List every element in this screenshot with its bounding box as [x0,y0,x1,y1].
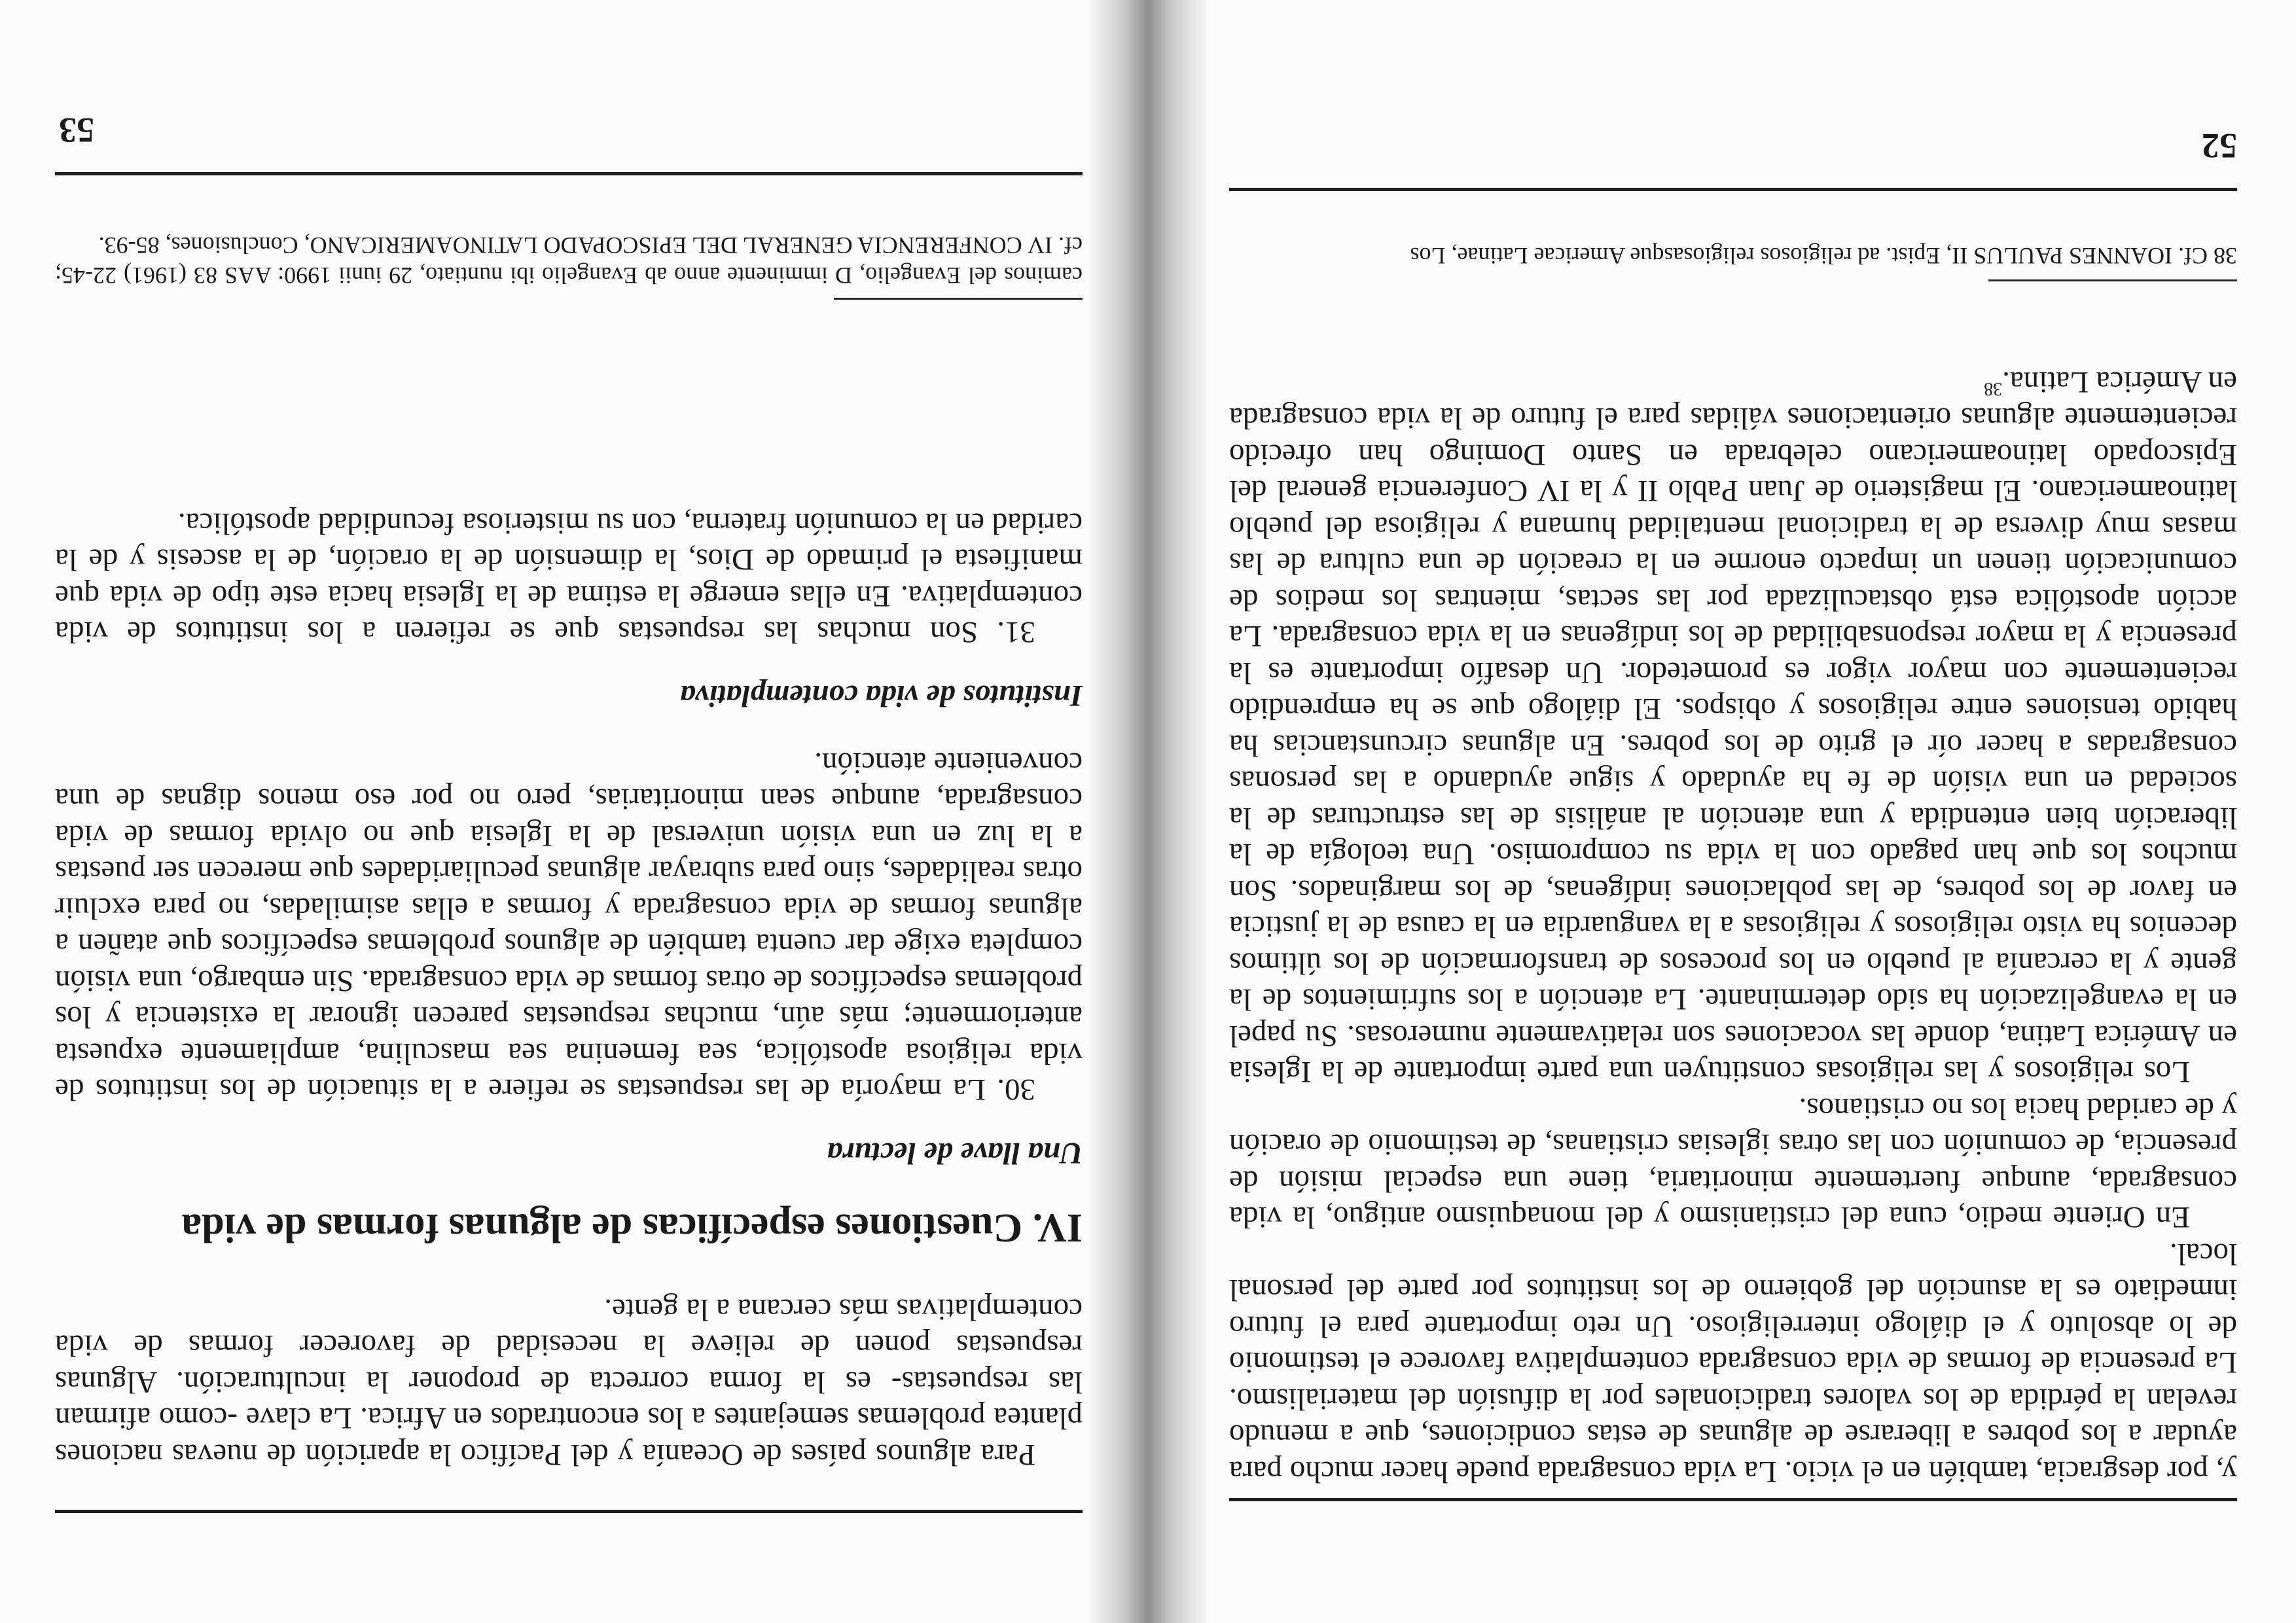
page-52-body [1229,364,2237,1490]
section-heading: IV. Cuestiones específicas de algunas formas de vida [181,1205,1083,1251]
subheading: Una llave de lectura [827,1136,1083,1171]
page-52 [1207,0,2296,1623]
paragraph: En Oriente medio, cuna del cristianismo y del monaquismo antiguo, la vida consagrada, aunque fuertemente minoritaria, tiene una especial misión de presencia, de comunión con las otras iglesias cristianas, de testimonio de oración y de caridad hacia los no cristianos. [1229,1092,2237,1235]
paragraph-text: Los religiosos y las religiosas constituyen una parte importante de la Iglesia en América Latina, donde las vocaciones son relativamente numerosas. Su papel en la evangelización ha sido determinante. La atención a los sufrimientos de la gente y la cercanía al pueblo en los procesos de transformación de los últimos decenios ha visto religiosos y religiosas a la vanguardia en la causa de la justicia en favor de los pobres, de las poblaciones indígenas, de los marginados. Son muchos los que han pagado con la vida su compromiso. Una teología de la liberación bien entendida y una atención al análisis de las estructuras de la sociedad en una visión de fe ha ayudado y sigue ayudando a las personas consagradas a hacer oír el grito de los pobres. En algunas circunstancias ha habido tensiones entre religiosos y obispos. El diálogo que se ha emprendido recientemente con mayor vigor es prometedor. Un desafío importante es la presencia y la mayor responsabilidad de los indígenas en la vida consagrada. La acción apostólica está obstaculizada por las sectas, mientras los medios de comunicación tienen un impacto enorme en la creación de una cultura de las masas muy diversa de la tradicional mentalidad humana y religiosa del pueblo latinoamericano. El magisterio de Juan Pablo II y la IV Conferencia general del Episcopado latinoamericano celebrada en Santo Domingo han ofrecido recientemente algunas orientaciones válidas para el futuro de la vida consagrada en América Latina. [1229,365,2237,1090]
top-rule [55,1510,1083,1513]
paragraph: 30. La mayoría de las respuestas se refiere a la situación de los institutos de vida religiosa apostólica, sea femenina sea masculina, ampliamente expuesta anteriormente; más aún, muchas respuestas parecen ignorar la existencia y los problemas específicos de otras formas de vida consagrada. Sin embargo, una visión completa exige dar cuenta también de algunos problemas específicos que atañen a algunas formas de vida consagrada y formas a ellas asimiladas, no para excluir otras realidades, sino para subrayar algunas peculiaridades que merecen ser puestas a la luz en una visión universal de la Iglesia que no olvida formas de vida consagrada, aunque sean minoritarias, pero no por eso menos dignas de una conveniente atención. [55,746,1083,1107]
page-53-body [55,505,1083,1473]
page-53 [0,0,1089,1623]
top-rule [1229,1498,2237,1501]
bottom-rule [1229,188,2237,191]
page-52-footnote [1229,241,2237,271]
paragraph: y, por desgracia, también en el vicio. La vida consagrada puede hacer mucho para ayudar a los pobres a liberarse de algunas de estas condiciones, que a menudo revelan la pérdida de los valores tradicionales por la difusión del materialismo. La presencia de formas de vida consagrada contemplativa favorece el testimonio de lo absoluto y el diálogo interreligioso. Un reto importante para el futuro inmediato es la asunción del gobierno de los institutos por parte del personal local. [1229,1237,2237,1489]
paragraph: Para algunos países de Oceanía y del Pacífico la aparición de nuevas naciones plantea problemas semejantes a los encontrados en Africa. La clave -como afirman las respuestas- es la forma correcta de proponer la inculturación. Algunas respuestas ponen de relieve la necesidad de favorecer formas de vida contemplativas más cercana a la gente. [55,1293,1083,1472]
page-53-footnote [55,230,1083,291]
footnote-text: caminos del Evangelio, D imminente anno ab Evangelio ibi nuntiato, 29 iunii 1990: AAS 83 (1961) 22-45; cf. IV CONFERENCIA GENERAL DEL EPISCOPADO LATINOAMERICANO, Conclusiones, 85-93. [55,232,1083,289]
bottom-rule [55,172,1083,175]
footnote-rule [834,298,1083,300]
footnote-rule [1988,279,2237,281]
paragraph: 31. Son muchas las respuestas que se refieren a los institutos de vida contemplativa. En ellas emerge la estima de la Iglesia hacia este tipo de vida que manifiesta el primado de Dios, la dimensión de la oración, de la ascesis y de la caridad en la comunión fraterna, con su misteriosa fecundidad apostólica. [55,507,1083,650]
subheading: Institutos de vida contemplativa [680,679,1083,713]
page-number: 53 [59,111,94,150]
footnote-mark: 38 [1984,378,2003,399]
page-number: 52 [2202,126,2237,166]
book-gutter [1089,0,1207,1623]
paragraph [1229,364,2237,1090]
footnote-text: 38 Cf. IOANNES PAULUS II, Epist. ad religiosos religiosasque Americae Latinae, Los [1410,243,2237,269]
